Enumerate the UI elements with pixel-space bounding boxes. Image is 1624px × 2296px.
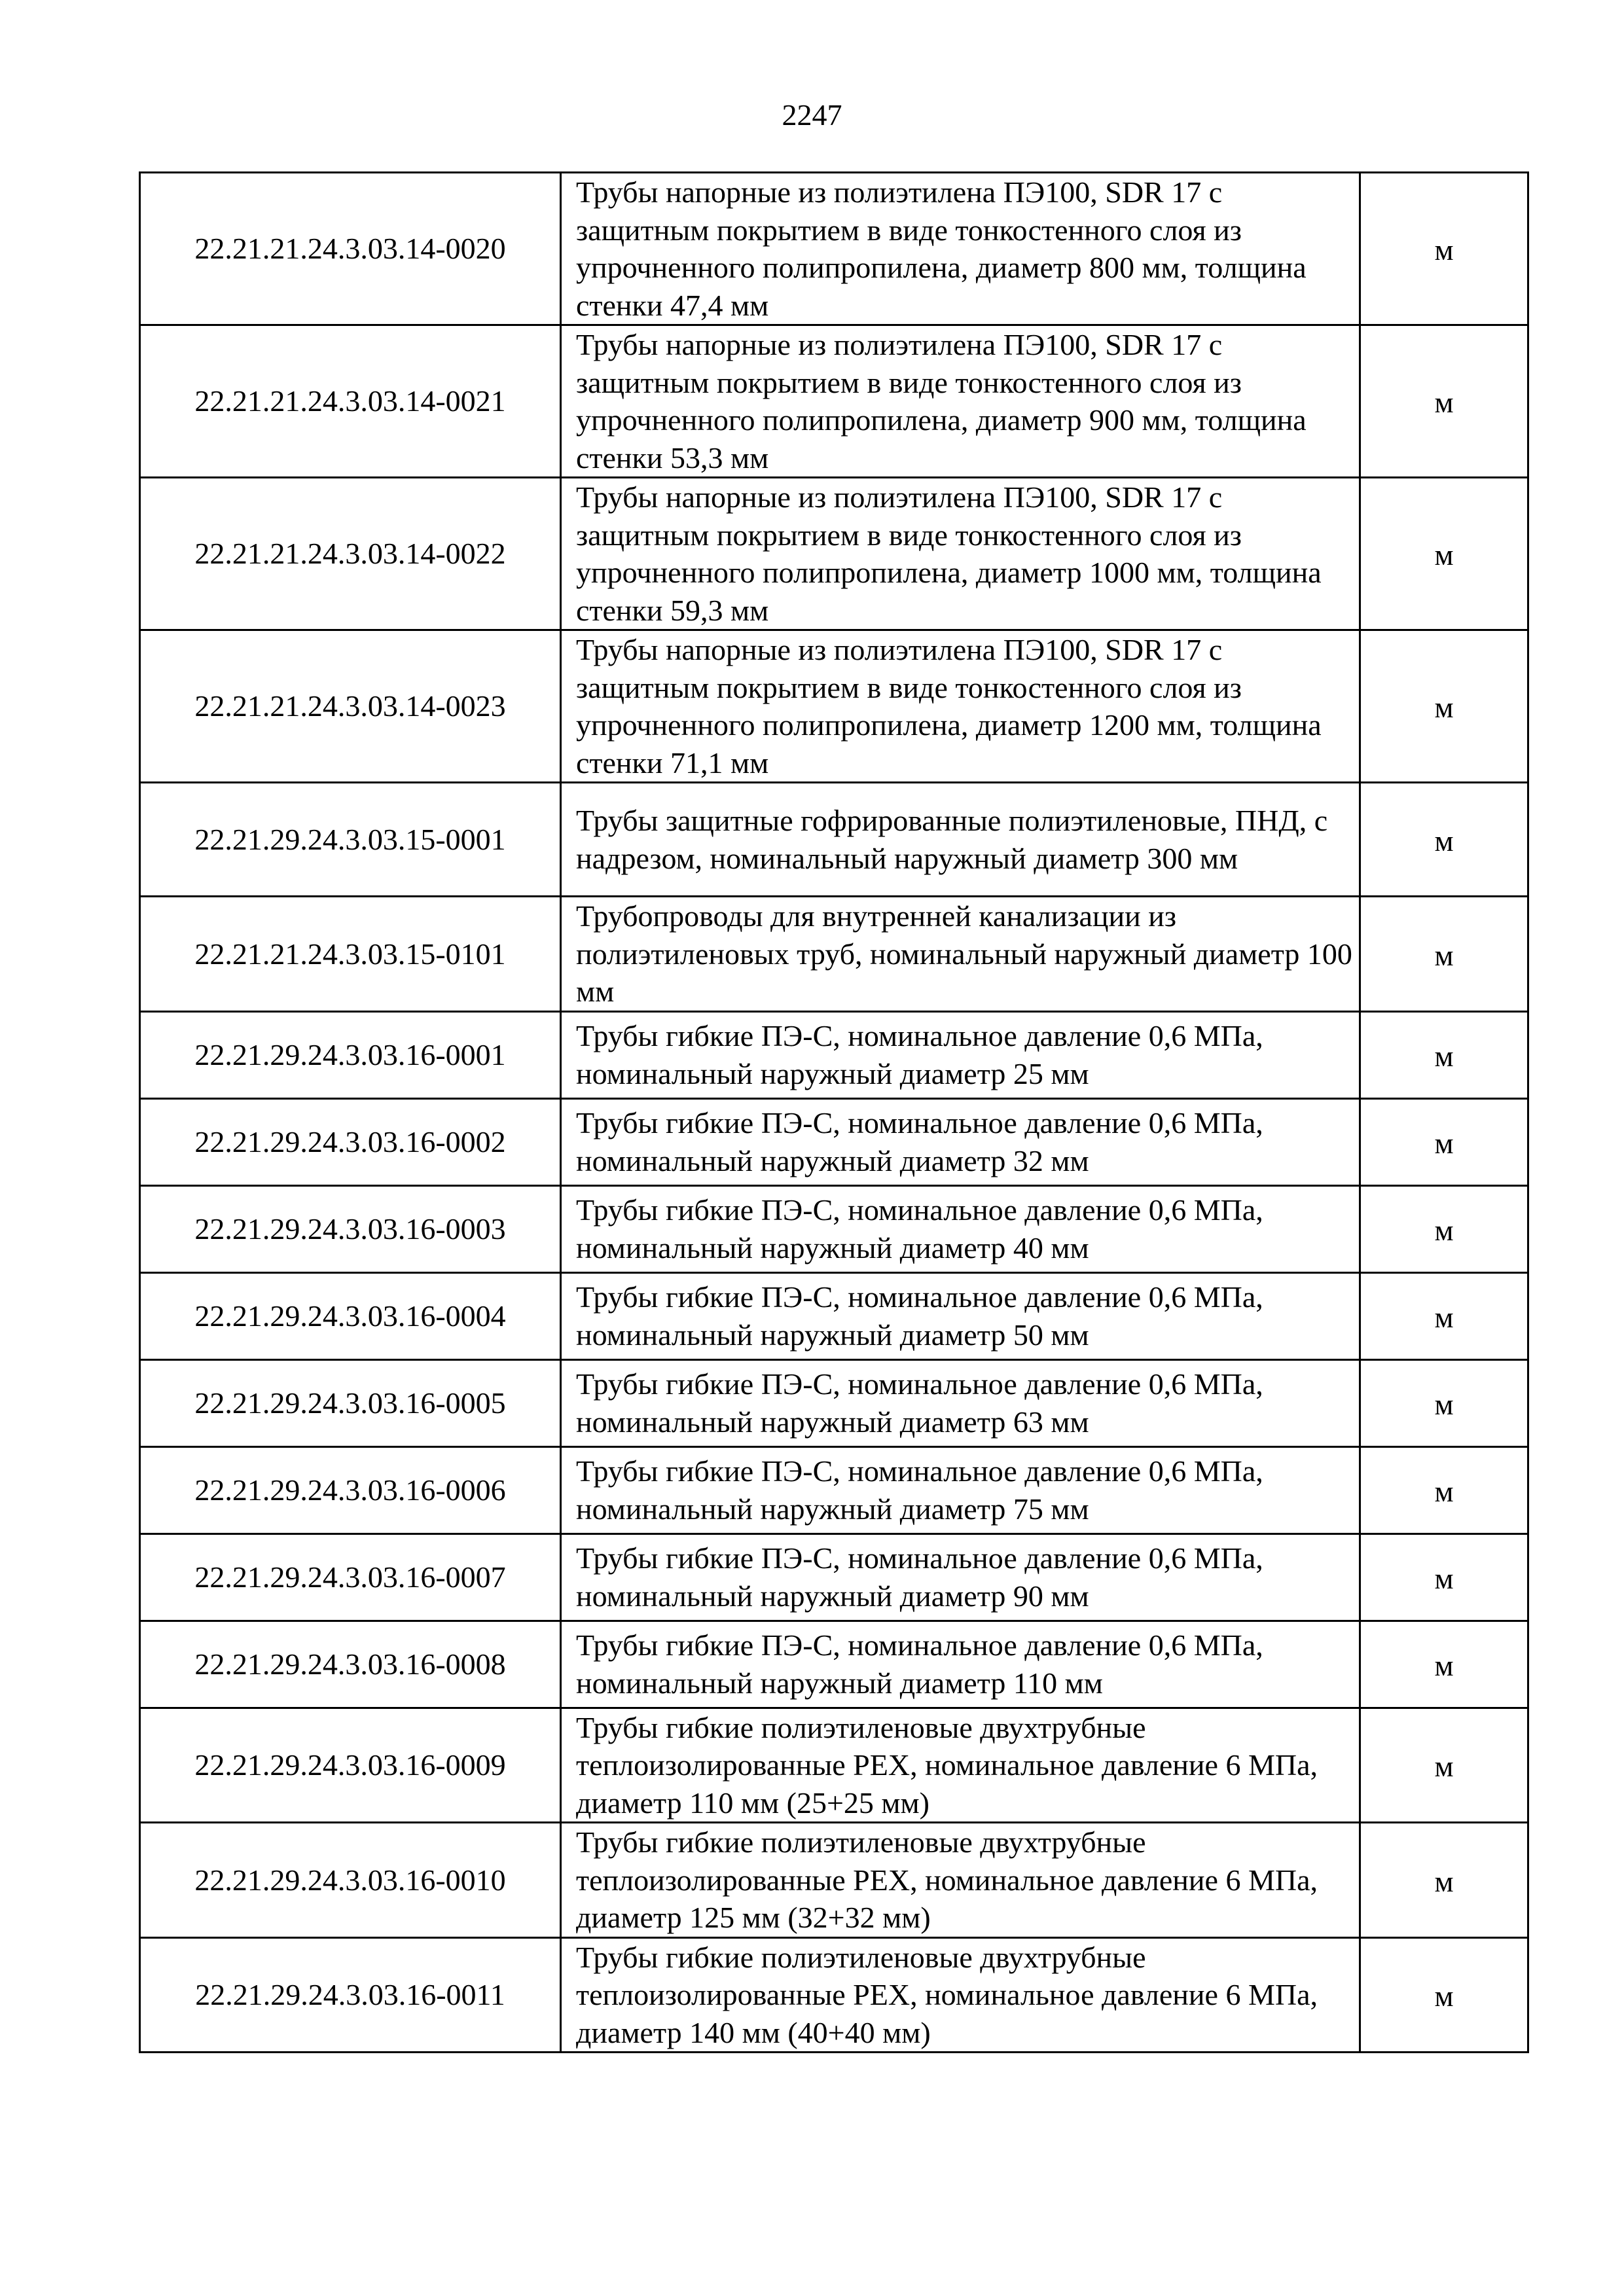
- table-row: [140, 1708, 1528, 1823]
- unit-label: м: [1434, 1474, 1454, 1508]
- resource-description-cell: Трубы гибкие ПЭ-С, номинальное давление 0,6 МПа, номинальный наружный диаметр 75 мм: [561, 1446, 1360, 1534]
- resource-code-cell: 22.21.29.24.3.03.16-0011: [140, 1937, 561, 2053]
- resource-unit-cell: [1360, 1621, 1528, 1708]
- resource-description-cell: Трубы гибкие ПЭ-С, номинальное давление 0,6 МПа, номинальный наружный диаметр 110 мм: [561, 1621, 1360, 1708]
- table-row: [140, 325, 1528, 478]
- resource-description-cell: Трубы гибкие полиэтиленовые двухтрубные теплоизолированные PEX, номинальное давление 6 МПа, диаметр 110 мм (25+25 мм): [561, 1708, 1360, 1823]
- unit-label: м: [1434, 691, 1454, 725]
- resource-unit-cell: [1360, 783, 1528, 897]
- resource-code-cell: 22.21.29.24.3.03.16-0004: [140, 1272, 561, 1359]
- unit-label: м: [1434, 1648, 1454, 1682]
- table-row: [140, 1823, 1528, 1938]
- resource-unit-cell: [1360, 1272, 1528, 1359]
- resource-table-body: [140, 173, 1528, 2053]
- resource-description-cell: Трубопроводы для внутренней канализации из полиэтиленовых труб, номинальный наружный диаметр 100 мм: [561, 897, 1360, 1012]
- table-row: [140, 1272, 1528, 1359]
- resource-code-cell: 22.21.29.24.3.03.16-0006: [140, 1446, 561, 1534]
- resource-code-cell: 22.21.21.24.3.03.14-0023: [140, 630, 561, 783]
- table-row: [140, 1098, 1528, 1185]
- table-row: [140, 630, 1528, 783]
- resource-code-cell: 22.21.29.24.3.03.16-0007: [140, 1534, 561, 1621]
- unit-label: м: [1434, 538, 1454, 572]
- resource-code-cell: 22.21.21.24.3.03.14-0022: [140, 478, 561, 630]
- resource-description-cell: Трубы напорные из полиэтилена ПЭ100, SDR 17 с защитным покрытием в виде тонкостенного слоя из упрочненного полипропилена, диаметр 800 мм, толщина стенки 47,4 мм: [561, 173, 1360, 325]
- table-row: [140, 897, 1528, 1012]
- page-number: 2247: [782, 98, 842, 132]
- resource-unit-cell: [1360, 1708, 1528, 1823]
- table-row: [140, 1534, 1528, 1621]
- resource-unit-cell: [1360, 173, 1528, 325]
- resource-description-cell: Трубы гибкие полиэтиленовые двухтрубные теплоизолированные PEX, номинальное давление 6 МПа, диаметр 125 мм (32+32 мм): [561, 1823, 1360, 1938]
- table-row: [140, 173, 1528, 325]
- unit-label: м: [1434, 1749, 1454, 1783]
- table-row: [140, 1011, 1528, 1098]
- resource-code-cell: 22.21.29.24.3.03.16-0002: [140, 1098, 561, 1185]
- resource-code-cell: 22.21.21.24.3.03.14-0020: [140, 173, 561, 325]
- resource-code-cell: 22.21.29.24.3.03.16-0001: [140, 1011, 561, 1098]
- resource-description-cell: Трубы гибкие полиэтиленовые двухтрубные теплоизолированные PEX, номинальное давление 6 МПа, диаметр 140 мм (40+40 мм): [561, 1937, 1360, 2053]
- resource-unit-cell: [1360, 1359, 1528, 1446]
- unit-label: м: [1434, 1387, 1454, 1421]
- resource-unit-cell: [1360, 1098, 1528, 1185]
- resource-code-cell: 22.21.21.24.3.03.14-0021: [140, 325, 561, 478]
- resource-unit-cell: [1360, 1446, 1528, 1534]
- resource-code-cell: 22.21.29.24.3.03.16-0005: [140, 1359, 561, 1446]
- resource-description-cell: Трубы напорные из полиэтилена ПЭ100, SDR 17 с защитным покрытием в виде тонкостенного слоя из упрочненного полипропилена, диаметр 1200 мм, толщина стенки 71,1 мм: [561, 630, 1360, 783]
- unit-label: м: [1434, 386, 1454, 420]
- unit-label: м: [1434, 1561, 1454, 1595]
- table-row: [140, 478, 1528, 630]
- resource-description-cell: Трубы гибкие ПЭ-С, номинальное давление 0,6 МПа, номинальный наружный диаметр 90 мм: [561, 1534, 1360, 1621]
- resource-unit-cell: [1360, 1534, 1528, 1621]
- resource-table: [139, 171, 1529, 2053]
- table-row: [140, 1937, 1528, 2053]
- resource-code-cell: 22.21.29.24.3.03.16-0008: [140, 1621, 561, 1708]
- resource-description-cell: Трубы гибкие ПЭ-С, номинальное давление 0,6 МПа, номинальный наружный диаметр 40 мм: [561, 1185, 1360, 1272]
- unit-label: м: [1434, 1213, 1454, 1247]
- unit-label: м: [1434, 938, 1454, 972]
- resource-unit-cell: [1360, 897, 1528, 1012]
- table-row: [140, 1621, 1528, 1708]
- unit-label: м: [1434, 1039, 1454, 1073]
- unit-label: м: [1434, 233, 1454, 267]
- resource-unit-cell: [1360, 325, 1528, 478]
- resource-code-cell: 22.21.21.24.3.03.15-0101: [140, 897, 561, 1012]
- resource-description-cell: Трубы напорные из полиэтилена ПЭ100, SDR 17 с защитным покрытием в виде тонкостенного слоя из упрочненного полипропилена, диаметр 1000 мм, толщина стенки 59,3 мм: [561, 478, 1360, 630]
- table-row: [140, 783, 1528, 897]
- unit-label: м: [1434, 823, 1454, 857]
- resource-unit-cell: [1360, 1011, 1528, 1098]
- table-row: [140, 1446, 1528, 1534]
- resource-description-cell: Трубы гибкие ПЭ-С, номинальное давление 0,6 МПа, номинальный наружный диаметр 25 мм: [561, 1011, 1360, 1098]
- resource-unit-cell: [1360, 478, 1528, 630]
- unit-label: м: [1434, 1126, 1454, 1160]
- unit-label: м: [1434, 1864, 1454, 1898]
- resource-code-cell: 22.21.29.24.3.03.16-0010: [140, 1823, 561, 1938]
- table-row: [140, 1359, 1528, 1446]
- table-row: [140, 1185, 1528, 1272]
- resource-description-cell: Трубы гибкие ПЭ-С, номинальное давление 0,6 МПа, номинальный наружный диаметр 50 мм: [561, 1272, 1360, 1359]
- resource-unit-cell: [1360, 1937, 1528, 2053]
- unit-label: м: [1434, 1300, 1454, 1334]
- resource-code-cell: 22.21.29.24.3.03.15-0001: [140, 783, 561, 897]
- resource-description-cell: Трубы гибкие ПЭ-С, номинальное давление 0,6 МПа, номинальный наружный диаметр 63 мм: [561, 1359, 1360, 1446]
- resource-description-cell: Трубы защитные гофрированные полиэтиленовые, ПНД, с надрезом, номинальный наружный диаметр 300 мм: [561, 783, 1360, 897]
- resource-unit-cell: [1360, 630, 1528, 783]
- resource-code-cell: 22.21.29.24.3.03.16-0009: [140, 1708, 561, 1823]
- resource-unit-cell: [1360, 1185, 1528, 1272]
- resource-code-cell: 22.21.29.24.3.03.16-0003: [140, 1185, 561, 1272]
- unit-label: м: [1434, 1979, 1454, 2013]
- resource-unit-cell: [1360, 1823, 1528, 1938]
- resource-description-cell: Трубы напорные из полиэтилена ПЭ100, SDR 17 с защитным покрытием в виде тонкостенного слоя из упрочненного полипропилена, диаметр 900 мм, толщина стенки 53,3 мм: [561, 325, 1360, 478]
- resource-description-cell: Трубы гибкие ПЭ-С, номинальное давление 0,6 МПа, номинальный наружный диаметр 32 мм: [561, 1098, 1360, 1185]
